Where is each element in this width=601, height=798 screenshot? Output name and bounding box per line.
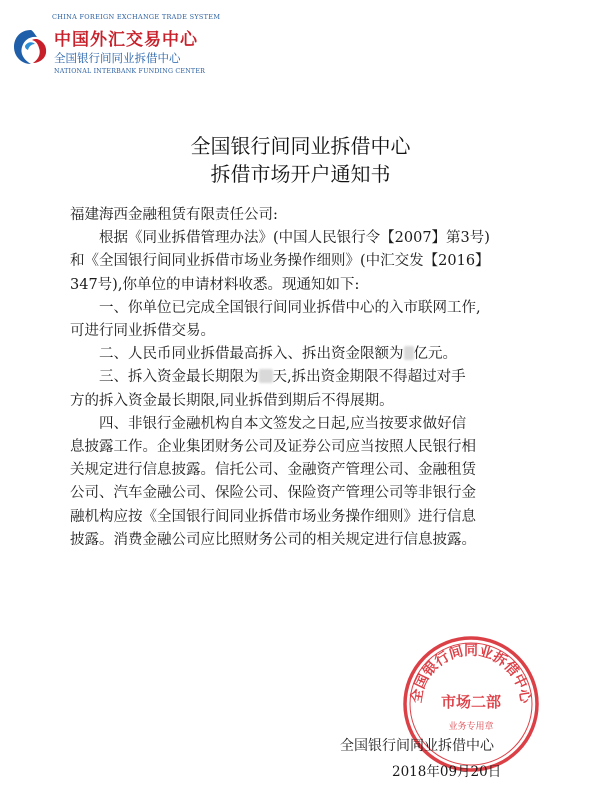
- paragraph-1-line-1: 根据《同业拆借管理办法》(中国人民银行令【2007】第3号): [99, 230, 490, 247]
- paragraph-2-line-2: 可进行同业拆借交易。: [70, 323, 215, 340]
- cfets-logo-icon: [10, 26, 52, 68]
- paragraph-4-line-2: 方的拆入资金最长期限,同业拆借到期后不得展期。: [70, 392, 394, 409]
- addressee: 福建海西金融租赁有限责任公司:: [70, 207, 278, 223]
- paragraph-3-text-b: 亿元。: [413, 346, 457, 363]
- paragraph-4-text-b: 天,拆出资金期限不得超过对手: [272, 369, 466, 386]
- paragraph-5-line-3: 关规定进行信息披露。信托公司、金融资产管理公司、金融租赁: [70, 462, 476, 479]
- seal-outer-textpath: 全国银行间同业拆借中心: [408, 643, 534, 705]
- seal-department: 市场二部: [440, 693, 502, 711]
- paragraph-4-line-1: [70, 366, 550, 389]
- paragraph-4-text-a: 三、拆入资金最长期限为: [99, 369, 259, 386]
- paragraph-1-line-2: 和《全国银行间同业拆借市场业务操作细则》(中汇交发【2016】: [70, 253, 490, 270]
- paragraph-1-line-3: 347号),你单位的申请材料收悉。现通知如下:: [70, 276, 360, 293]
- paragraph-5-line-6: 披露。消费金融公司应比照财务公司的相关规定进行信息披露。: [70, 531, 476, 548]
- paragraph-3: [70, 343, 550, 366]
- signing-date: 2018年09月20日: [392, 764, 502, 780]
- signer-name: 全国银行间同业拆借中心: [340, 738, 494, 754]
- paragraph-3-text-a: 二、人民币同业拆借最高拆入、拆出资金限额为: [99, 346, 404, 363]
- paragraph-5-line-4: 公司、汽车金融公司、保险公司、保险资产管理公司等非银行金: [70, 485, 476, 502]
- letterhead: [8, 8, 221, 86]
- paragraph-2-line-1: 一、你单位已完成全国银行间同业拆借中心的入市联网工作,: [99, 299, 481, 316]
- document-title-line1: 全国银行间同业拆借中心: [190, 134, 411, 158]
- letterhead-english-top: CHINA FOREIGN EXCHANGE TRADE SYSTEM: [52, 13, 221, 21]
- official-seal: [396, 629, 546, 779]
- letterhead-english-bottom: NATIONAL INTERBANK FUNDING CENTER: [54, 68, 206, 75]
- seal-usage: 业务专用章: [448, 722, 494, 732]
- paragraph-5-line-5: 融机构应按《全国银行间同业拆借市场业务操作细则》进行信息: [70, 508, 476, 525]
- letterhead-chinese-sub: 全国银行间同业拆借中心: [54, 51, 181, 65]
- redacted-days: [259, 369, 273, 383]
- redacted-amount: [404, 346, 414, 360]
- paragraph-5-line-1: 四、非银行金融机构自本文签发之日起,应当按要求做好信: [99, 415, 467, 432]
- letterhead-chinese-main: 中国外汇交易中心: [54, 30, 198, 50]
- paragraph-5-line-2: 息披露工作。企业集团财务公司及证券公司应当按照人民银行相: [70, 439, 476, 456]
- notice-body: [70, 204, 550, 552]
- document-title-line2: 拆借市场开户通知书: [210, 162, 391, 186]
